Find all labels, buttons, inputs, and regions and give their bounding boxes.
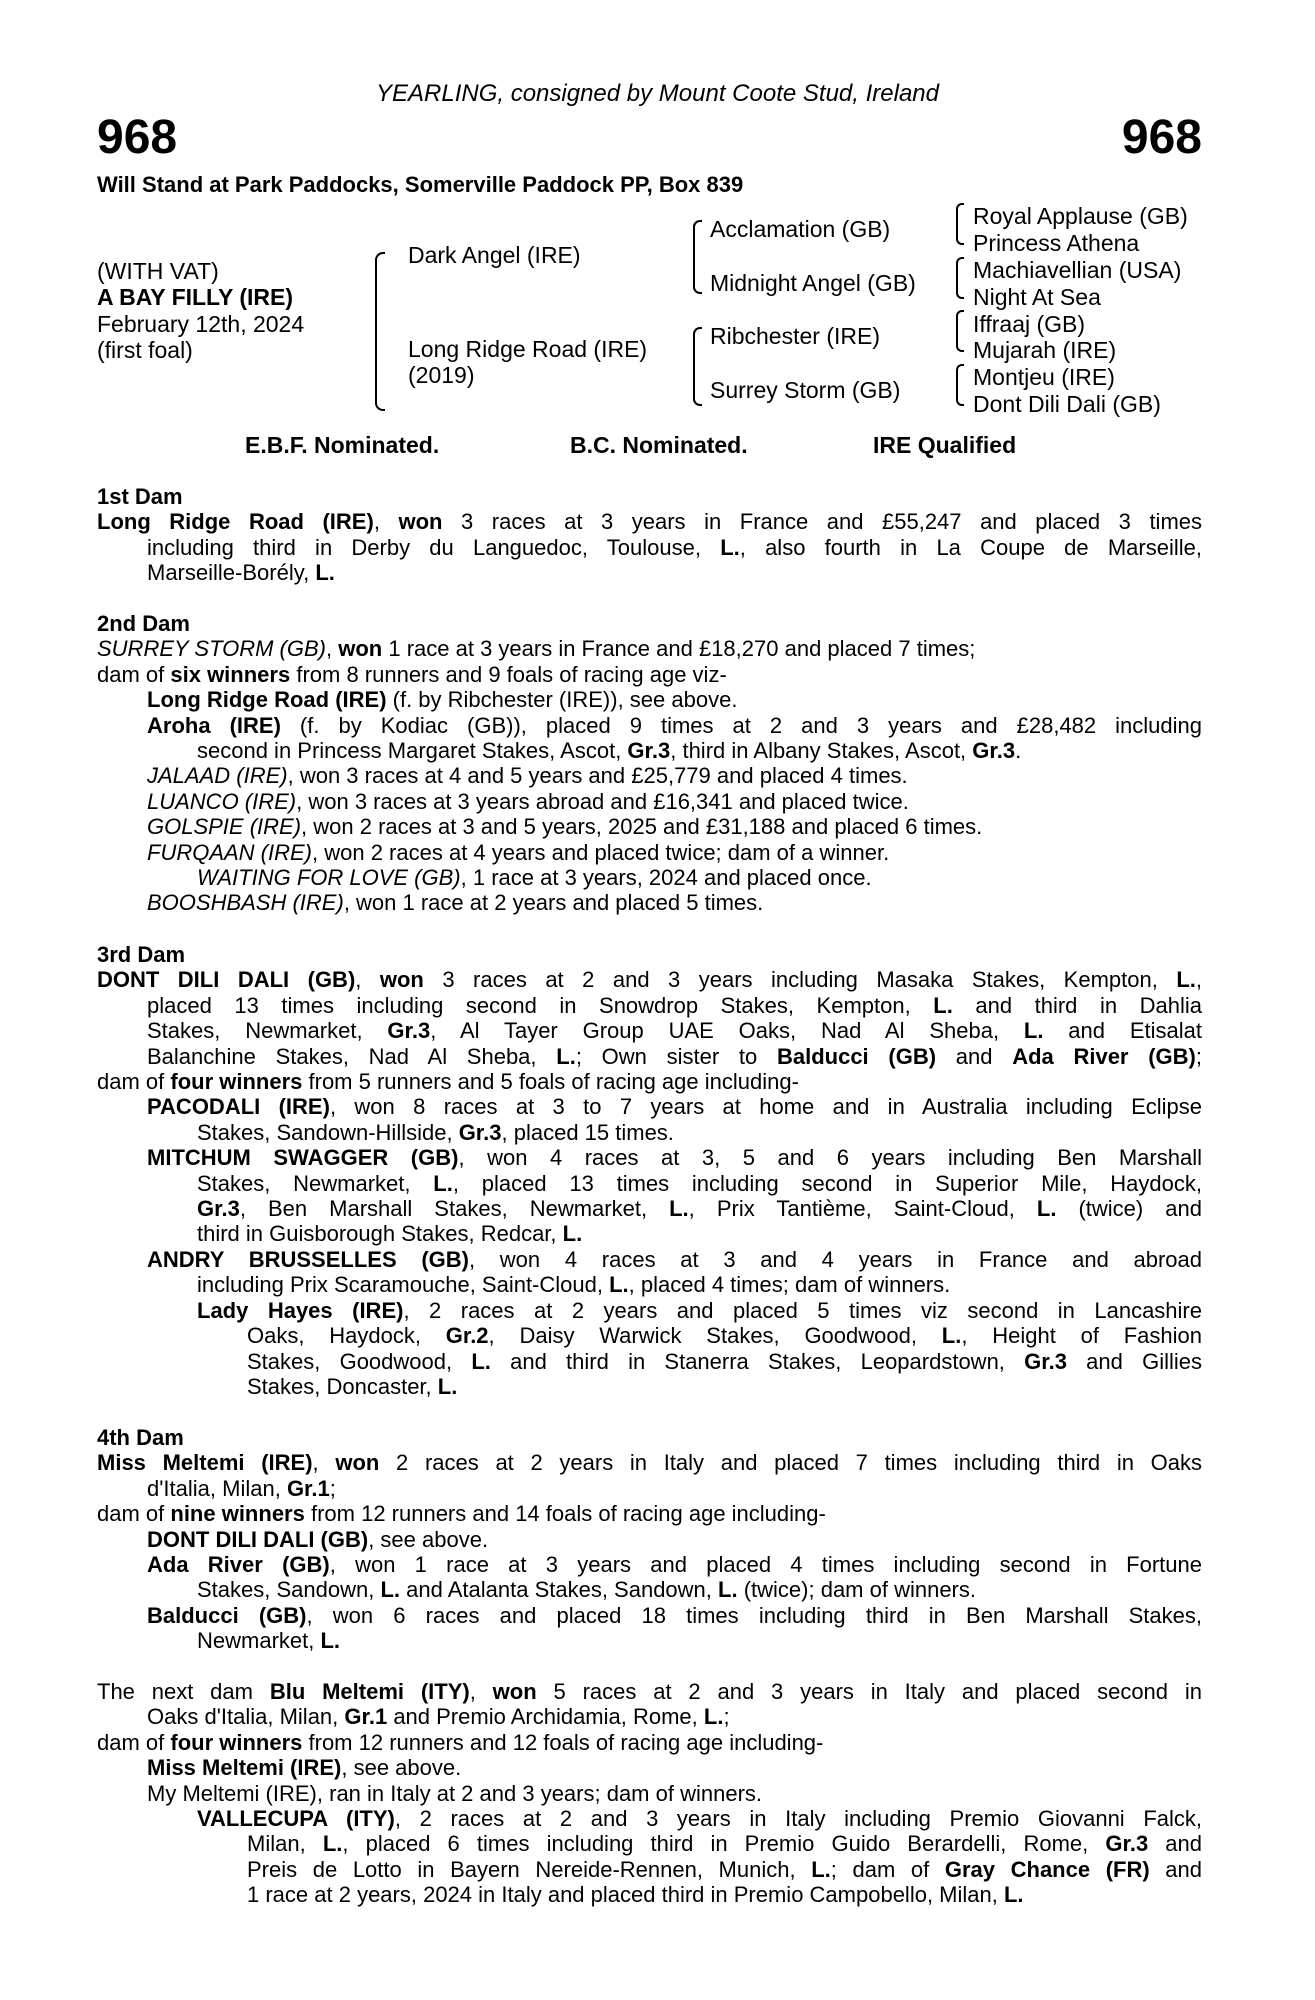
pedigree-dam-dam: Surrey Storm (GB) (710, 377, 901, 403)
third-dam-section: 3rd Dam DONT DILI DALI (GB), won 3 races at 2 and 3 years including Masaka Stakes, Kempton, L., placed 13 times including second in Snowdrop Stakes, Kempton, L. and third in Dahlia Stakes, Newmarket, Gr.3, Al Tayer Group UAE Oaks, Nad Al Sheba, L. and Etisalat Balanchine Stakes, Nad Al Sheba, L.; Own sister to Balducci (GB) and Ada River (GB); dam of four winners from 5 runners and 5 foals of racing age including- PACODALI (IRE), won 8 races at 3 to 7 years at home and in Australia including Eclipse Stakes, Sandown-Hillside, Gr.3, placed 15 times. MITCHUM SWAGGER (GB), won 4 races at 3, 5 and 6 years including Ben Marshall Stakes, Newmarket, L., placed 13 times including second in Superior Mile, Haydock, Gr.3, Ben Marshall Stakes, Newmarket, L., Prix Tantième, Saint-Cloud, L. (twice) and third in Guisborough Stakes, Redcar, L. ANDRY BRUSSELLES (GB), won 4 races at 3 and 4 years in France and abroad including Prix Scaramouche, Saint-Cloud, L., placed 4 times; dam of winners. Lady Hayes (IRE), 2 races at 2 years and placed 5 times viz second in Lancashire Oaks, Haydock, Gr.2, Daisy Warwick Stakes, Goodwood, L., Height of Fashion Stakes, Goodwood, L. and third in Stanerra Stakes, Leopardstown, Gr.3 and Gillies Stakes, Doncaster, L. (97, 942, 1203, 1399)
pedigree-brace-dam (693, 327, 702, 406)
pedigree-brace-main (375, 252, 385, 411)
pedigree-ssd: Princess Athena (973, 230, 1140, 256)
fourth-dam-name: Miss Meltemi (IRE) (97, 1450, 313, 1476)
stand-location: Will Stand at Park Paddocks, Somerville Paddock PP, Box 839 (97, 172, 744, 197)
horse-name: A BAY FILLY (IRE) (97, 284, 293, 310)
pedigree-dam: Long Ridge Road (IRE) (408, 336, 648, 362)
ebf-nominated: E.B.F. Nominated. (245, 432, 440, 458)
first-dam-section: 1st Dam Long Ridge Road (IRE), won 3 races at 3 years in France and £55,247 and placed 3 times including third in Derby du Languedoc, Toulouse, L., also fourth in La Coupe de Marseille, Marseille-Borély, L. (97, 484, 1203, 586)
pedigree-dds: Montjeu (IRE) (973, 364, 1115, 390)
lot-number-left: 968 (97, 111, 178, 164)
pedigree-sss: Royal Applause (GB) (973, 203, 1188, 229)
foaling-date: February 12th, 2024 (97, 311, 305, 337)
second-dam-name: SURREY STORM (GB) (97, 636, 326, 662)
first-dam-name: Long Ridge Road (IRE) (97, 509, 374, 535)
lot-number-right: 968 (1121, 111, 1202, 164)
bc-nominated: B.C. Nominated. (570, 432, 748, 458)
pedigree-dam-sire: Ribchester (IRE) (710, 323, 880, 349)
foal-note: (first foal) (97, 337, 193, 363)
next-dam-name: Blu Meltemi (ITY) (269, 1679, 470, 1704)
pedigree-sdd: Night At Sea (973, 284, 1101, 310)
pedigree-sire-dam: Midnight Angel (GB) (710, 270, 916, 296)
vat-note: (WITH VAT) (97, 258, 219, 284)
pedigree-brace-ss (956, 203, 964, 245)
pedigree-dsd: Mujarah (IRE) (973, 337, 1117, 363)
fourth-dam-section: 4th Dam Miss Meltemi (IRE), won 2 races at 2 years in Italy and placed 7 times including third in Oaks d'Italia, Milan, Gr.1; dam of nine winners from 12 runners and 14 foals of racing age including- DONT DILI DALI (GB), see above. Ada River (GB), won 1 race at 3 years and placed 4 times including second in Fortune Stakes, Sandown, L. and Atalanta Stakes, Sandown, L. (twice); dam of winners. Balducci (GB), won 6 races and placed 18 times including third in Ben Marshall Stakes, Newmarket, L. (97, 1425, 1203, 1654)
third-dam-name: DONT DILI DALI (GB) (97, 967, 356, 993)
pedigree-dam-year: (2019) (408, 362, 475, 388)
pedigree-sire-sire: Acclamation (GB) (710, 216, 891, 242)
pedigree-brace-sd (956, 257, 964, 299)
second-dam-heading: 2nd Dam (97, 611, 190, 636)
first-dam-heading: 1st Dam (97, 484, 183, 509)
pedigree-sds: Machiavellian (USA) (973, 257, 1182, 283)
pedigree-brace-ds (956, 310, 964, 352)
next-dam-section: The next dam Blu Meltemi (ITY), won 5 races at 2 and 3 years in Italy and placed second in Oaks d'Italia, Milan, Gr.1 and Premio Archidamia, Rome, L.; dam of four winners from 12 runners and 12 foals of racing age including- Miss Meltemi (IRE), see above. My Meltemi (IRE), ran in Italy at 2 and 3 years; dam of winners. VALLECUPA (ITY), 2 races at 2 and 3 years in Italy including Premio Giovanni Falck, Milan, L., placed 6 times including third in Premio Guido Berardelli, Rome, Gr.3 and Preis de Lotto in Bayern Nereide-Rennen, Munich, L.; dam of Gray Chance (FR) and 1 race at 2 years, 2024 in Italy and placed third in Premio Campobello, Milan, L. (97, 1679, 1203, 1908)
pedigree-ddd: Dont Dili Dali (GB) (973, 391, 1161, 417)
consignment-line: YEARLING, consigned by Mount Coote Stud, Ireland (376, 80, 939, 107)
second-dam-section: 2nd Dam SURREY STORM (GB), won 1 race at 3 years in France and £18,270 and placed 7 times; dam of six winners from 8 runners and 9 foals of racing age viz- Long Ridge Road (IRE) (f. by Ribchester (IRE)), see above. Aroha (IRE) (f. by Kodiac (GB)), placed 9 times at 2 and 3 years and £28,482 including second in Princess Margaret Stakes, Ascot, Gr.3, third in Albany Stakes, Ascot, Gr.3. JALAAD (IRE), won 3 races at 4 and 5 years and £25,779 and placed 4 times. LUANCO (IRE), won 3 races at 3 years abroad and £16,341 and placed twice. GOLSPIE (IRE), won 2 races at 3 and 5 years, 2025 and £31,188 and placed 6 times. FURQAAN (IRE), won 2 races at 4 years and placed twice; dam of a winner. WAITING FOR LOVE (GB), 1 race at 3 years, 2024 and placed once. BOOSHBASH (IRE), won 1 race at 2 years and placed 5 times. (97, 611, 1203, 916)
fourth-dam-heading: 4th Dam (97, 1425, 184, 1450)
pedigree-brace-sire (693, 220, 702, 294)
ire-qualified: IRE Qualified (873, 432, 1017, 458)
pedigree-dss: Iffraaj (GB) (973, 311, 1086, 337)
pedigree-sire: Dark Angel (IRE) (408, 242, 581, 268)
pedigree-brace-dd (956, 364, 964, 406)
third-dam-heading: 3rd Dam (97, 942, 186, 967)
